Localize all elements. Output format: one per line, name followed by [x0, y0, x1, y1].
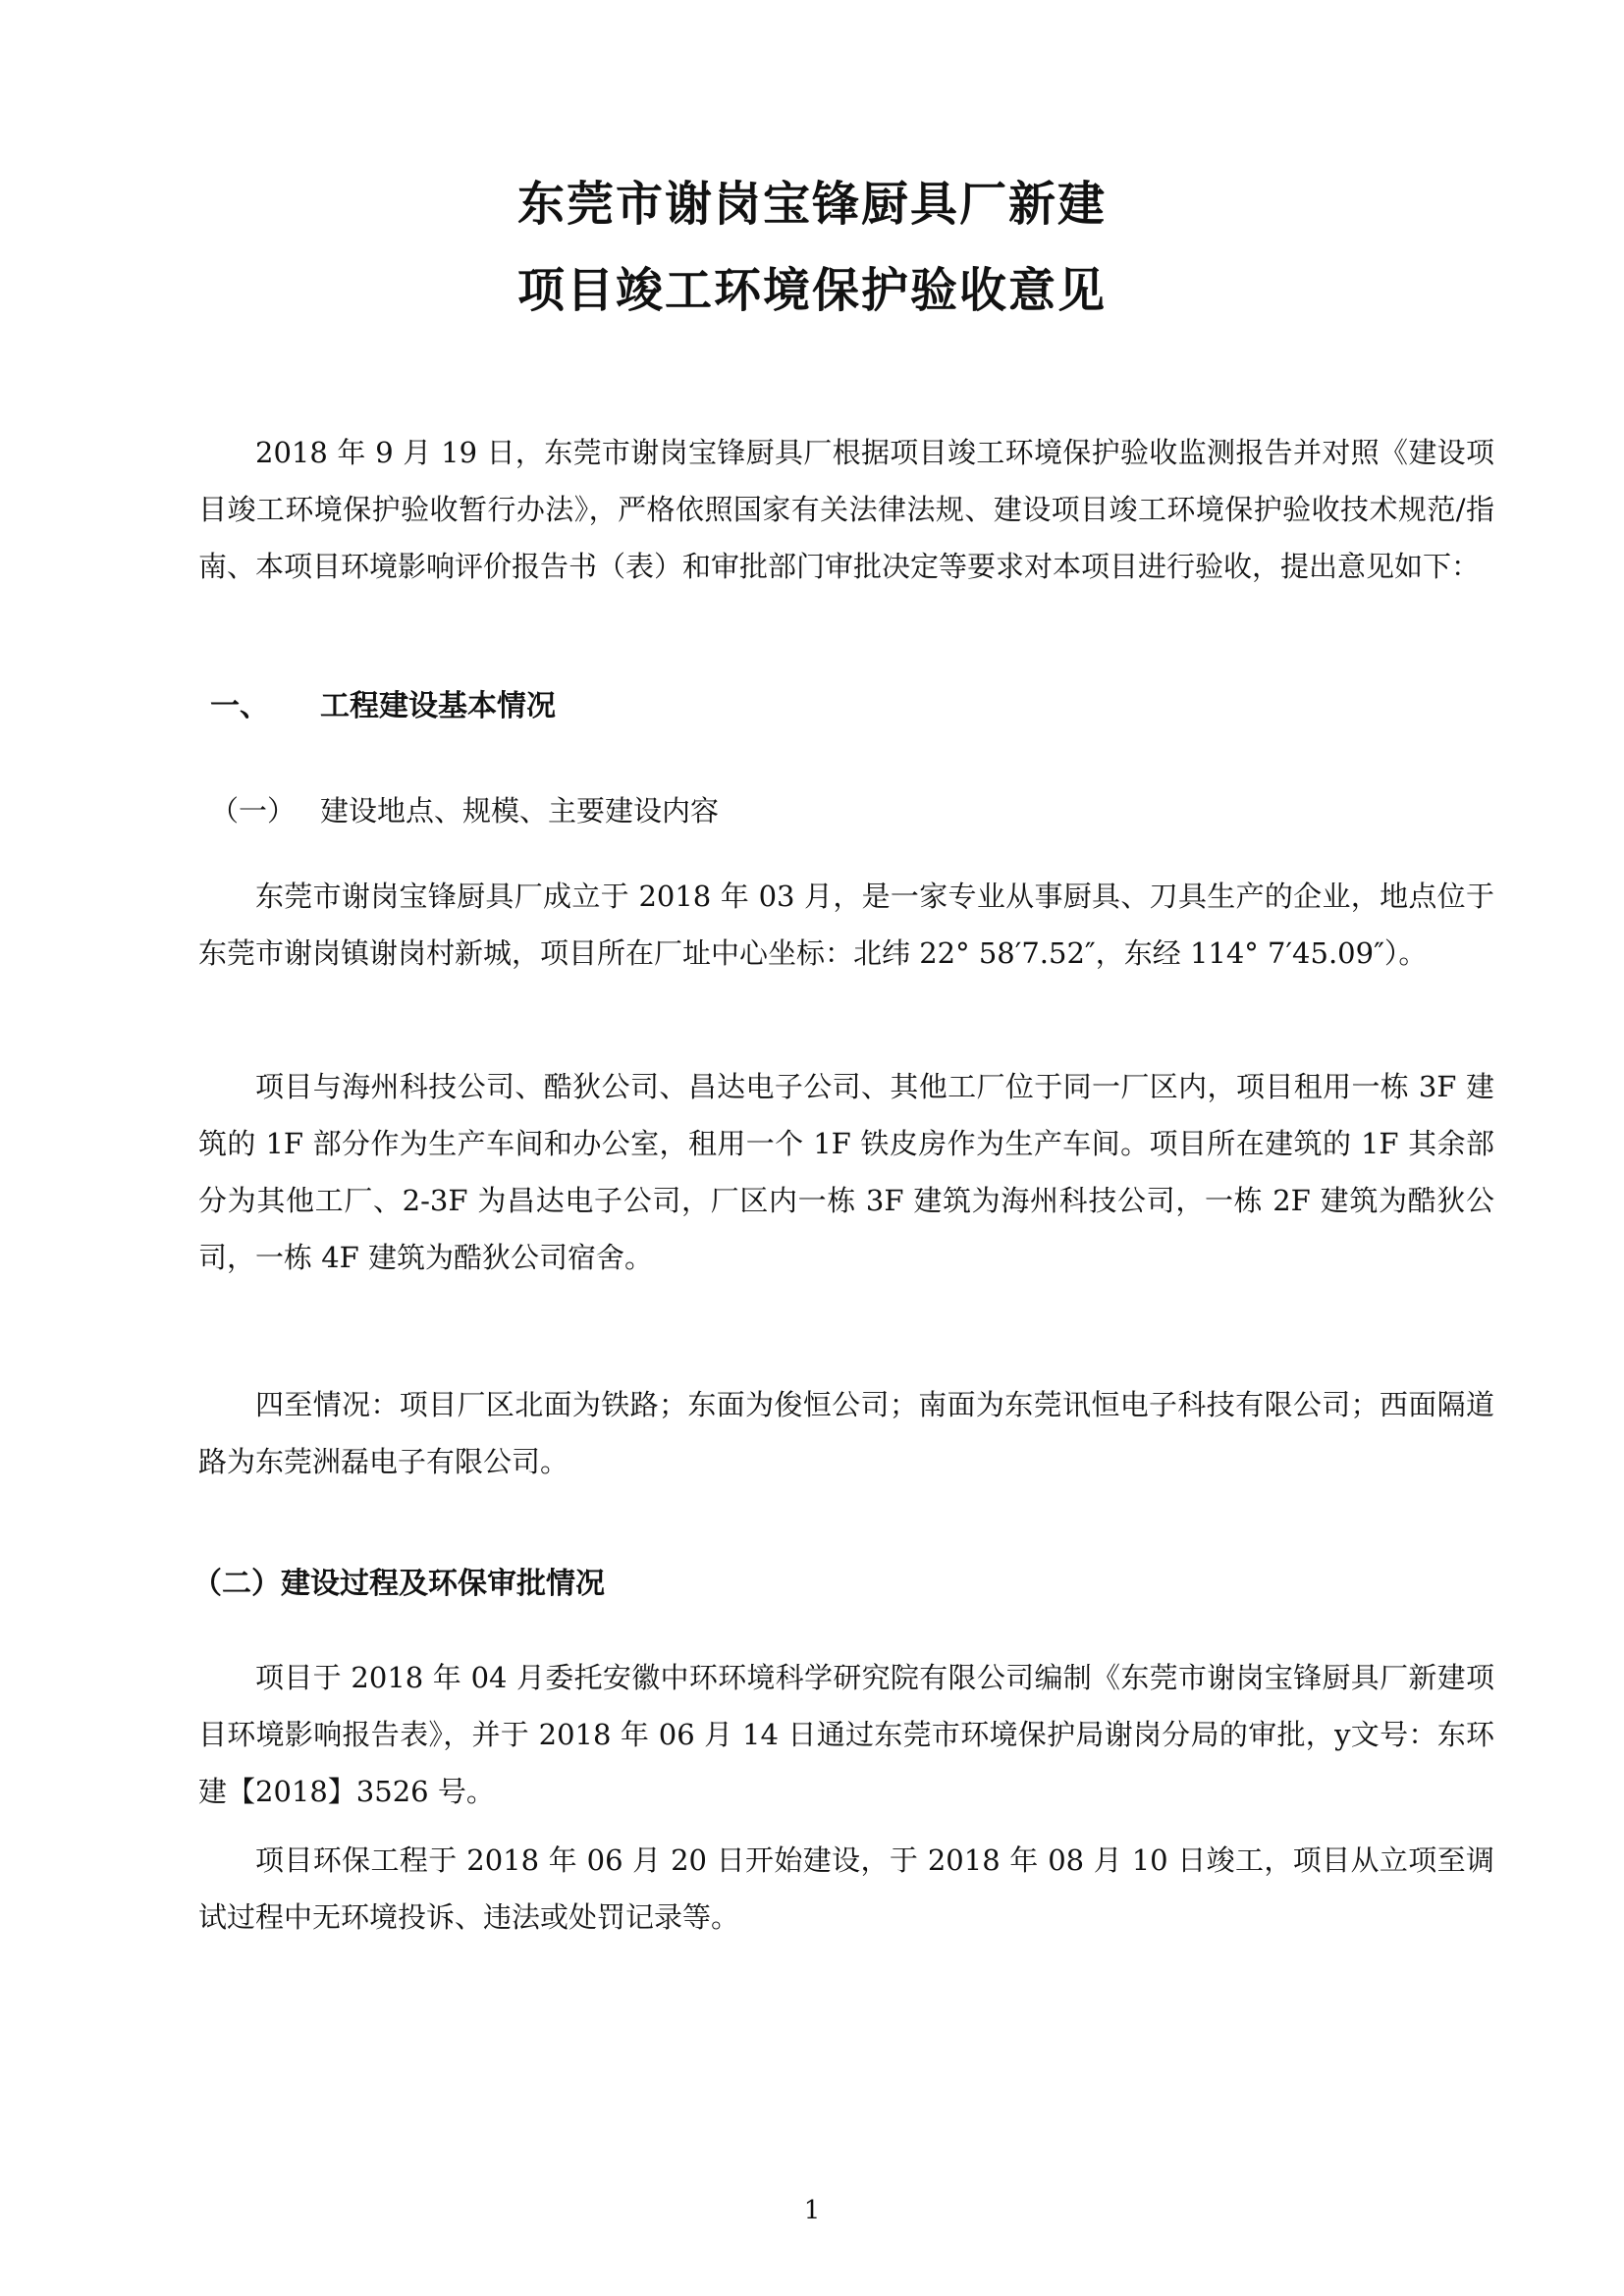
subsection-1-title: 建设地点、规模、主要建设内容	[320, 794, 720, 828]
page-number: 1	[803, 2196, 821, 2225]
subsection-heading-1	[210, 791, 719, 830]
section-heading-1	[210, 687, 556, 726]
subsection-heading-2: （二）建设过程及环保审批情况	[192, 1567, 605, 1601]
document-title-line1: 东莞市谢岗宝锋厨具厂新建	[516, 177, 1107, 232]
document-title-line2: 项目竣工环境保护验收意见	[516, 263, 1107, 318]
buildings-paragraph: 项目与海州科技公司、酷狄公司、昌达电子公司、其他工厂位于同一厂区内，项目租用一栋 3F 建筑的 1F 部分作为生产车间和办公室，租用一个 1F 铁皮房作为生产车间。项目所在建筑的 1F 其余部分为其他工厂、2-3F 为昌达电子公司，厂区内一栋 3F 建筑为海州科技公司，一栋 2F 建筑为酷狄公司，一栋 4F 建筑为酷狄公司宿舍。	[198, 1070, 1494, 1274]
construction-paragraph: 项目环保工程于 2018 年 06 月 20 日开始建设，于 2018 年 08 月 10 日竣工，项目从立项至调试过程中无环境投诉、违法或处罚记录等。	[198, 1843, 1494, 1934]
intro-paragraph: 2018 年 9 月 19 日，东莞市谢岗宝锋厨具厂根据项目竣工环境保护验收监测报告并对照《建设项目竣工环境保护验收暂行办法》，严格依照国家有关法律法规、建设项目竣工环境保护验收技术规范/指南、本项目环境影响评价报告书（表）和审批部门审批决定等要求对本项目进行验收，提出意见如下：	[198, 436, 1494, 583]
surroundings-paragraph: 四至情况：项目厂区北面为铁路；东面为俊恒公司；南面为东莞讯恒电子科技有限公司；西面隔道路为东莞洲磊电子有限公司。	[198, 1388, 1494, 1478]
approval-paragraph: 项目于 2018 年 04 月委托安徽中环环境科学研究院有限公司编制《东莞市谢岗宝锋厨具厂新建项目环境影响报告表》，并于 2018 年 06 月 14 日通过东莞市环境保护局谢岗分局的审批，y文号：东环建【2018】3526 号。	[198, 1661, 1494, 1808]
section-1-title: 工程建设基本情况	[320, 689, 556, 723]
subsection-1-number: （一）	[210, 794, 297, 828]
location-paragraph: 东莞市谢岗宝锋厨具厂成立于 2018 年 03 月，是一家专业从事厨具、刀具生产的企业，地点位于东莞市谢岗镇谢岗村新城，项目所在厂址中心坐标：北纬 22° 58′7.52″，东经 114° 7′45.09″）。	[198, 880, 1494, 970]
section-1-number: 一、	[210, 689, 269, 723]
